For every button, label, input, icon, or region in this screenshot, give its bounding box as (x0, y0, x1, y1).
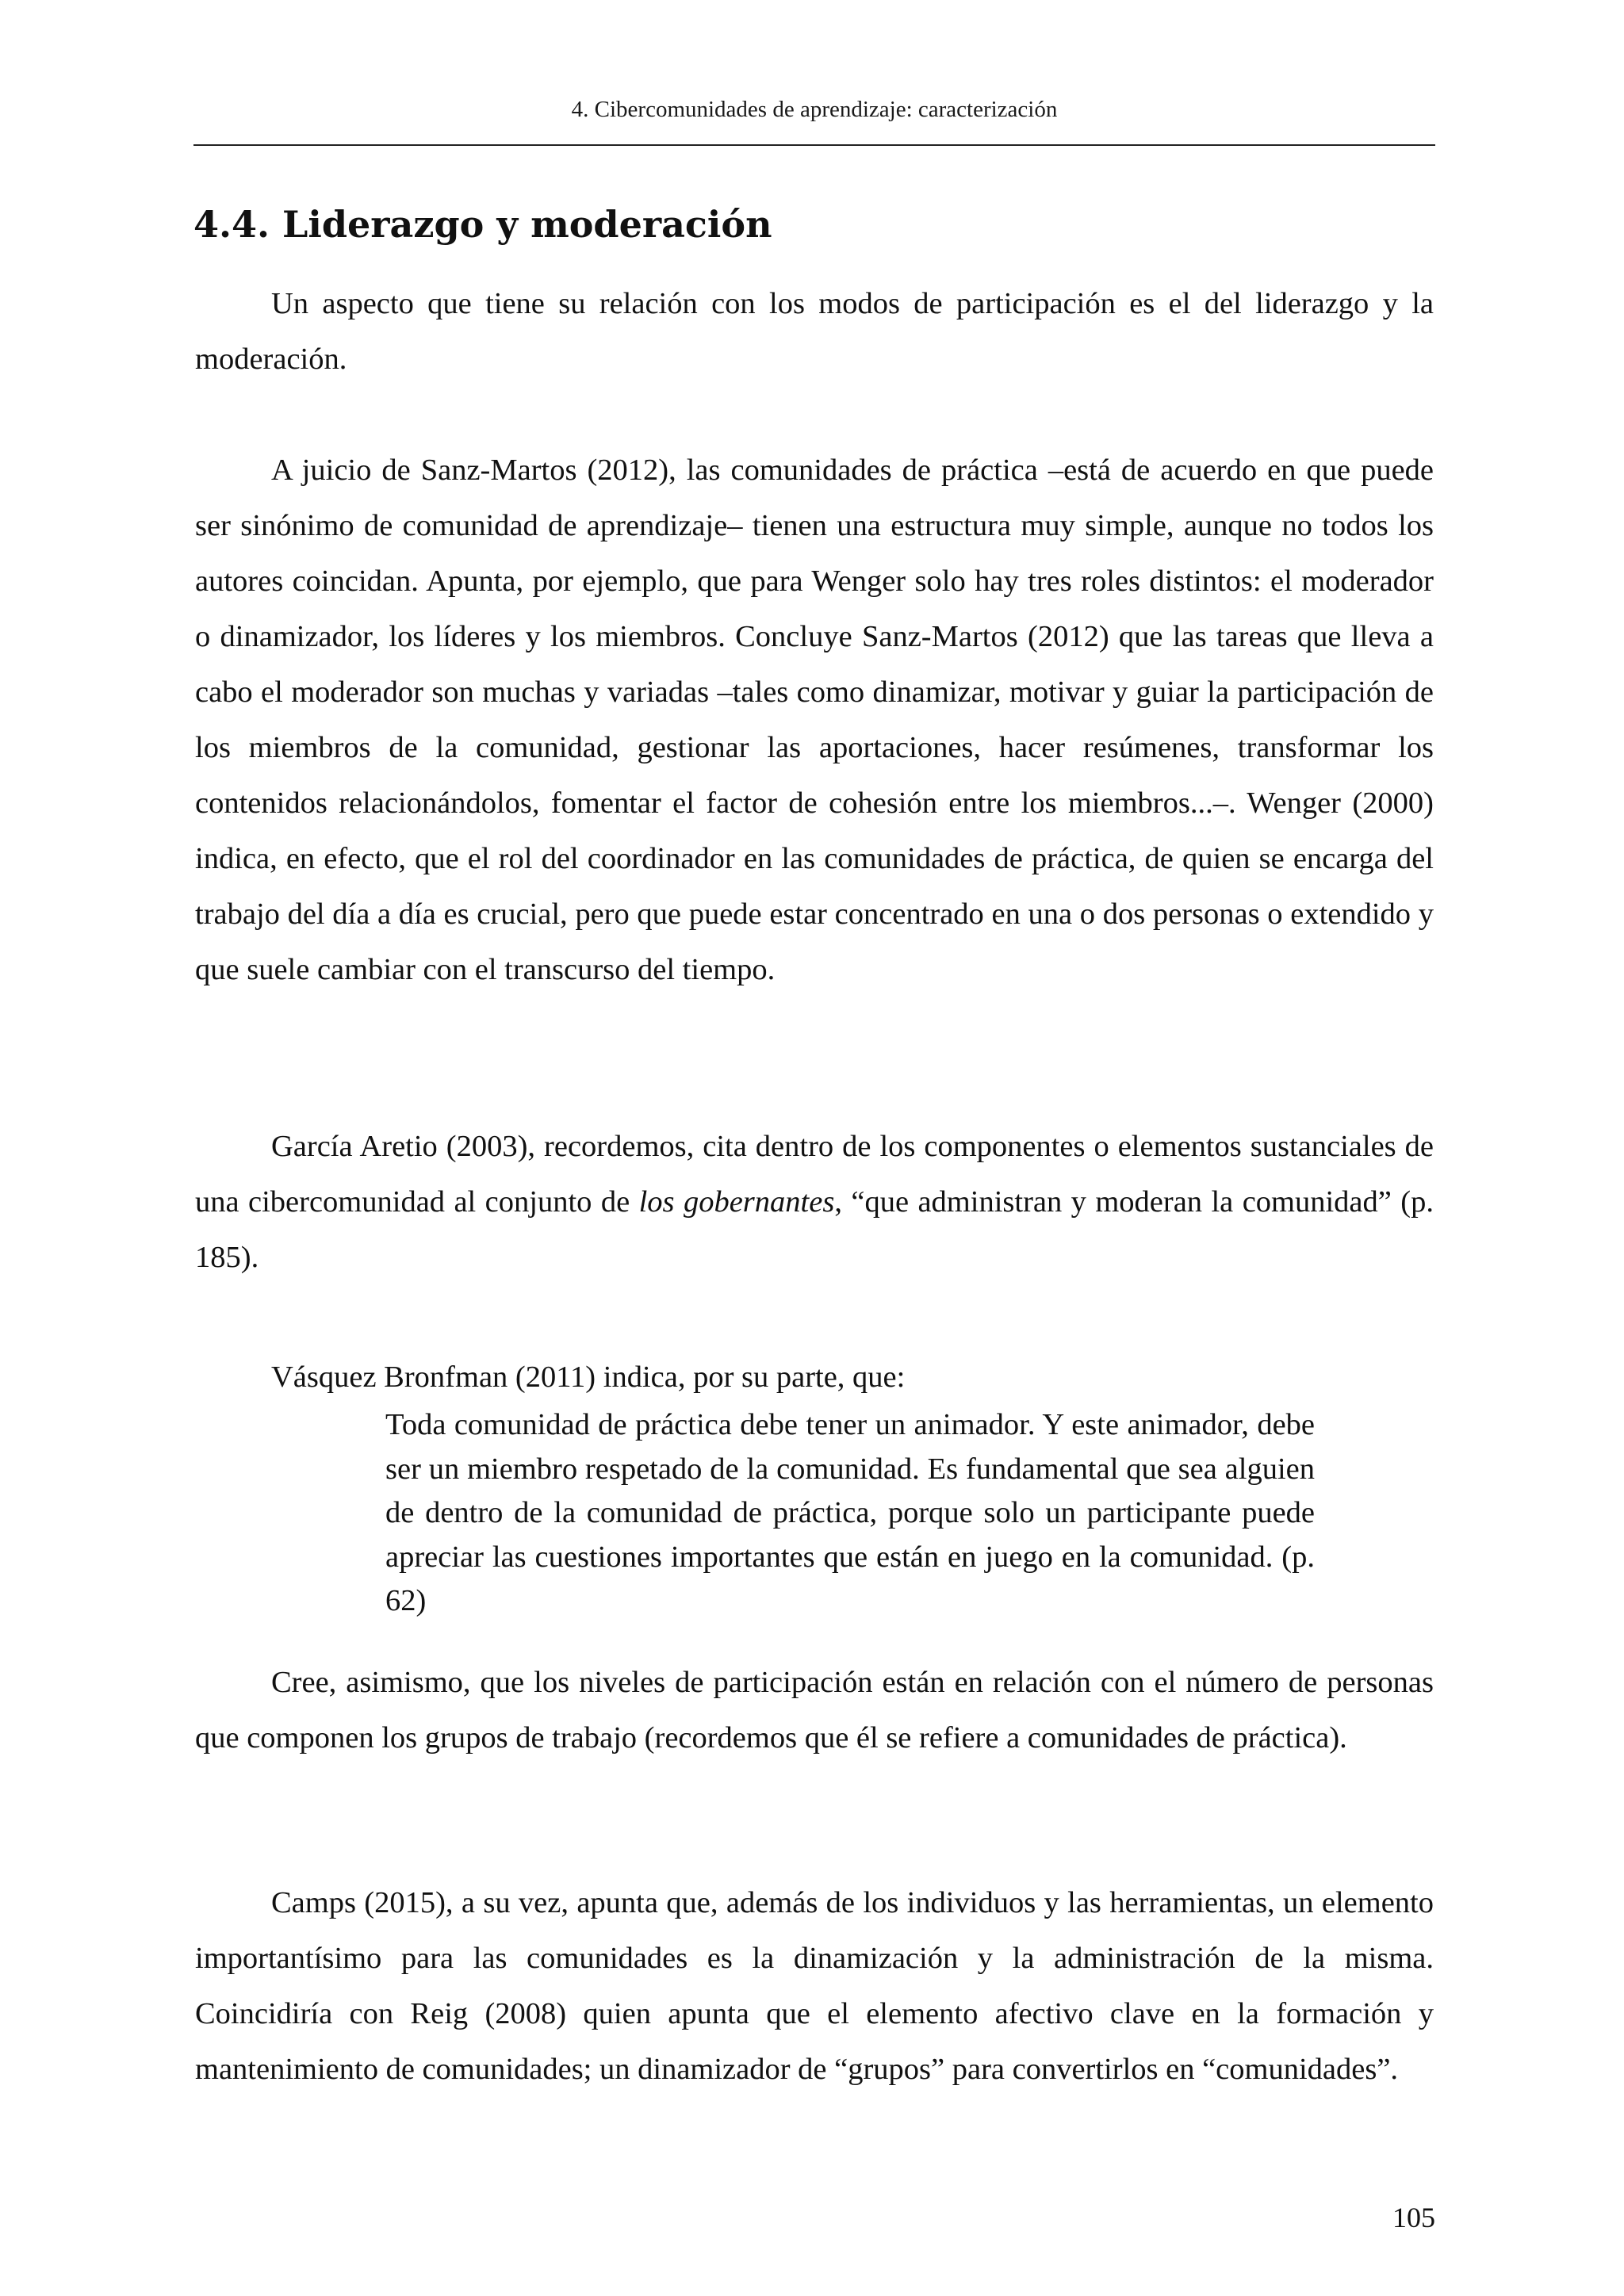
paragraph-garcia-aretio-text-2: , “que administran y moderan la comunidad” (p. 185). (195, 1185, 1434, 1274)
page-number: 105 (1392, 2202, 1435, 2233)
paragraph-garcia-aretio (195, 1119, 1434, 1285)
paragraph-intro: Un aspecto que tiene su relación con los modos de participación es el del liderazgo y la moderación. (195, 287, 1434, 376)
running-header: 4. Cibercomunidades de aprendizaje: caracterización (571, 97, 1058, 122)
paragraph-sanz-martos: A juicio de Sanz-Martos (2012), las comunidades de práctica –está de acuerdo en que puede ser sinónimo de comunidad de aprendizaje– tienen una estructura muy simple, aunque no todos los autores coincidan. Apunta, por ejemplo, que para Wenger solo hay tres roles distintos: el moderador o dinamizador, los líderes y los miembros. Concluye Sanz-Martos (2012) que las tareas que lleva a cabo el moderador son muchas y variadas –tales como dinamizar, motivar y guiar la participación de los miembros de la comunidad, gestionar las aportaciones, hacer resúmenes, transformar los contenidos relacionándolos, fomentar el factor de cohesión entre los miembros...–. Wenger (2000) indica, en efecto, que el rol del coordinador en las comunidades de práctica, de quien se encarga del trabajo del día a día es crucial, pero que puede estar concentrado en una o dos personas o extendido y que suele cambiar con el transcurso del tiempo. (195, 453, 1434, 986)
paragraph-camps: Camps (2015), a su vez, apunta que, además de los individuos y las herramientas, un elemento importantísimo para las comunidades es la dinamización y la administración de la misma. Coincidiría con Reig (2008) quien apunta que el elemento afectivo clave en la formación y mantenimiento de comunidades; un dinamizador de “grupos” para convertirlos en “comunidades”. (195, 1886, 1434, 2086)
italic-term-gobernantes: los gobernantes (638, 1185, 835, 1219)
paragraph-participation-levels: Cree, asimismo, que los niveles de participación están en relación con el número de personas que componen los grupos de trabajo (recordemos que él se refiere a comunidades de práctica). (195, 1666, 1434, 1755)
quote-lead-in: Vásquez Bronfman (2011) indica, por su parte, que: (271, 1360, 906, 1394)
paragraph-garcia-aretio-text-1: García Aretio (2003), recordemos, cita dentro de los componentes o elementos sustanciales de una cibercomunidad al conjunto de (195, 1130, 1434, 1219)
header-rule (193, 144, 1435, 146)
section-title: 4.4. Liderazgo y moderación (193, 203, 772, 246)
block-quote: Toda comunidad de práctica debe tener un animador. Y este animador, debe ser un miembro respetado de la comunidad. Es fundamental que sea alguien de dentro de la comunidad de práctica, porque solo un participante puede apreciar las cuestiones importantes que están en juego en la comunidad. (p. 62) (385, 1408, 1315, 1617)
